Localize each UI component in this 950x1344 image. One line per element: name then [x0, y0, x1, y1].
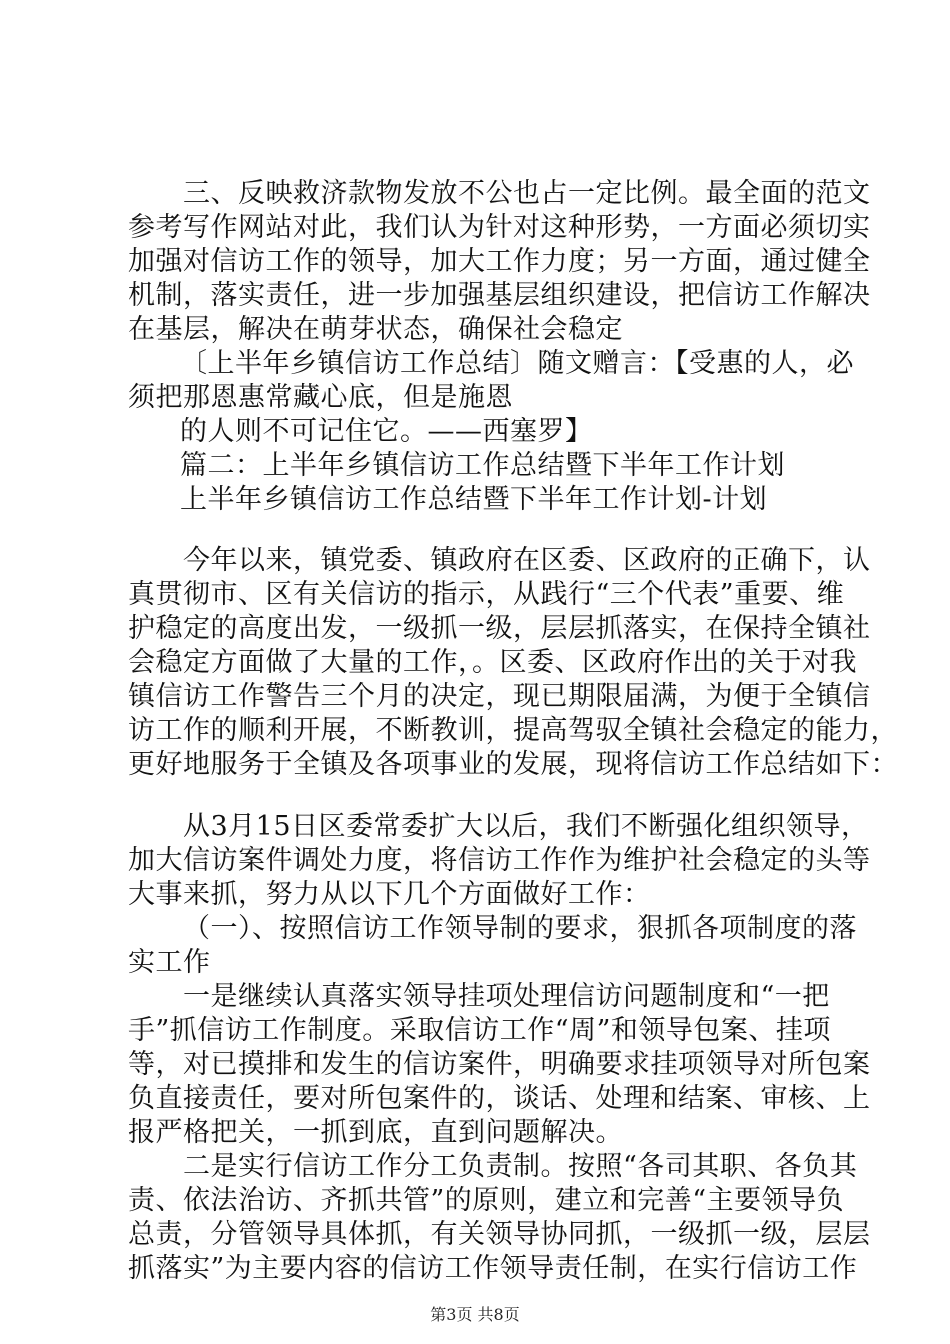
paragraph-line: 等，对已摸排和发生的信访案件，明确要求挂项领导对所包案 [128, 1049, 871, 1080]
paragraph-line: 护稳定的高度出发，一级抓一级，层层抓落实，在保持全镇社 [128, 613, 871, 644]
paragraph-line: 的人则不可记住它。——西塞罗】 [180, 416, 593, 447]
page-number: 第3页 共8页 [430, 1305, 520, 1324]
section-heading: 篇二：上半年乡镇信访工作总结暨下半年工作计划 [180, 450, 785, 481]
paragraph-line: 实工作 [128, 947, 211, 978]
paragraph-line: 一是继续认真落实领导挂项处理信访问题制度和“一把 [183, 981, 830, 1012]
paragraph-line: 三、反映救济款物发放不公也占一定比例。最全面的范文 [183, 178, 871, 209]
paragraph-line: 今年以来，镇党委、镇政府在区委、区政府的正确下，认 [183, 545, 871, 576]
paragraph-line: 报严格把关，一抓到底，直到问题解决。 [128, 1117, 623, 1148]
paragraph-line: 镇信访工作警告三个月的决定，现已期限届满，为便于全镇信 [128, 681, 871, 712]
paragraph-line: 加大信访案件调处力度，将信访工作作为维护社会稳定的头等 [128, 845, 871, 876]
paragraph-line: 手”抓信访工作制度。采取信访工作“周”和领导包案、挂项 [128, 1015, 831, 1046]
paragraph-line: 参考写作网站对此，我们认为针对这种形势，一方面必须切实 [128, 212, 871, 243]
section-subheading: 上半年乡镇信访工作总结暨下半年工作计划-计划 [180, 484, 768, 515]
subsection-heading: （一）、按照信访工作领导制的要求，狠抓各项制度的落 [183, 913, 857, 944]
paragraph-line: 负直接责任，要对所包案件的，谈话、处理和结案、审核、上 [128, 1083, 871, 1114]
paragraph-line: 大事来抓，努力从以下几个方面做好工作： [128, 879, 651, 910]
paragraph-line: 二是实行信访工作分工负责制。按照“各司其职、各负其 [183, 1151, 858, 1182]
paragraph-line: 从3月15日区委常委扩大以后，我们不断强化组织领导， [183, 811, 869, 842]
paragraph-line: 〔上半年乡镇信访工作总结〕随文赠言：【受惠的人，必 [180, 348, 854, 379]
paragraph-line: 须把那恩惠常藏心底，但是施恩 [128, 382, 513, 413]
paragraph-line: 会稳定方面做了大量的工作，。区委、区政府作出的关于对我 [128, 647, 857, 678]
paragraph-line: 抓落实”为主要内容的信访工作领导责任制，在实行信访工作 [128, 1253, 858, 1284]
paragraph-line: 责、依法治访、齐抓共管”的原则，建立和完善“主要领导负 [128, 1185, 845, 1216]
paragraph-line: 在基层，解决在萌芽状态，确保社会稳定 [128, 314, 623, 345]
paragraph-line: 加强对信访工作的领导，加大工作力度；另一方面，通过健全 [128, 246, 871, 277]
paragraph-line: 真贯彻市、区有关信访的指示，从践行“三个代表”重要、维 [128, 579, 845, 610]
paragraph-line: 总责，分管领导具体抓，有关领导协同抓，一级抓一级，层层 [128, 1219, 871, 1250]
paragraph-line: 机制，落实责任，进一步加强基层组织建设，把信访工作解决 [128, 280, 871, 311]
paragraph-line: 访工作的顺利开展，不断教训，提高驾驭全镇社会稳定的能力， [128, 715, 898, 746]
paragraph-line: 更好地服务于全镇及各项事业的发展，现将信访工作总结如下： [128, 749, 898, 780]
